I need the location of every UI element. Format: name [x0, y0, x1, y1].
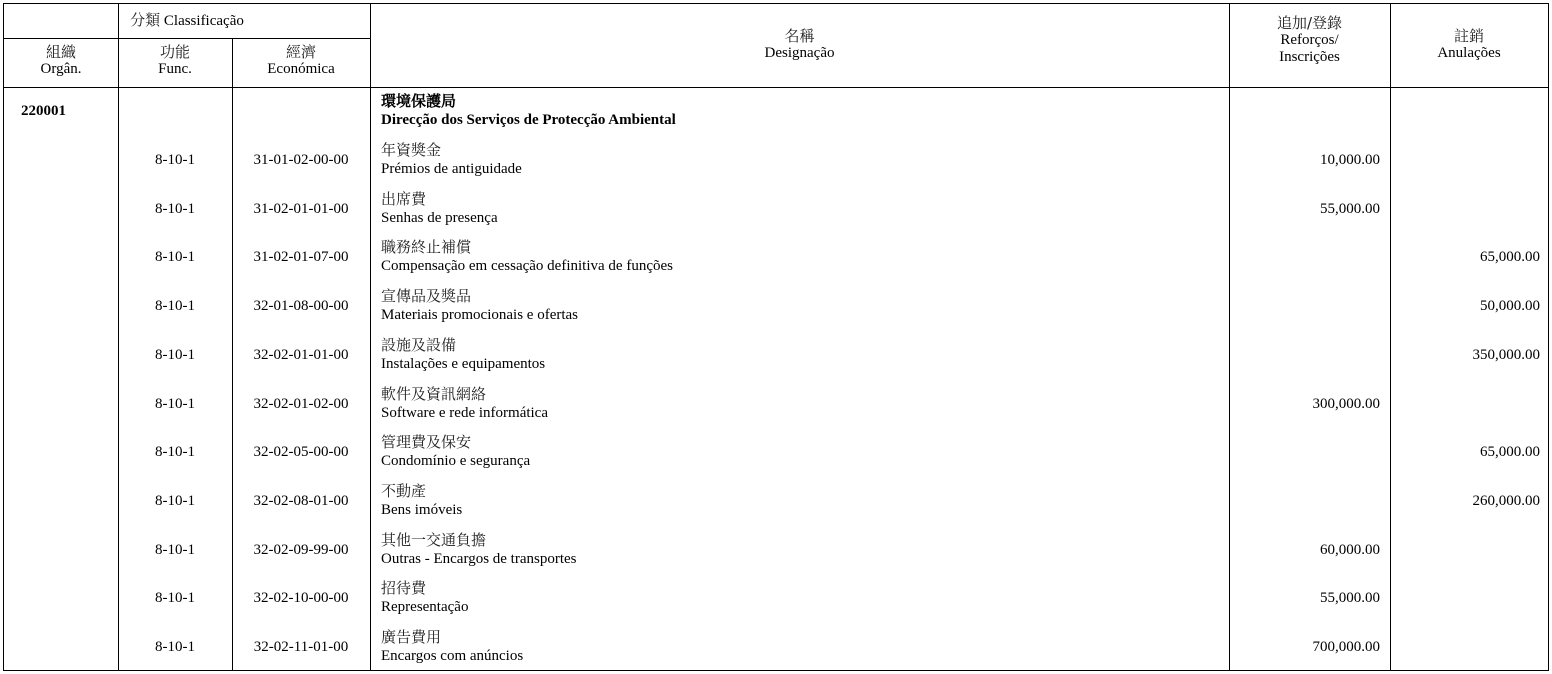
row-designation	[381, 335, 545, 373]
row-designation-pt: Software e rede informática	[381, 404, 548, 421]
row-economic-code: 32-02-08-01-00	[253, 492, 349, 509]
row-designation-pt: Instalações e equipamentos	[381, 355, 546, 372]
row-annulment-amount: 260,000.00	[1472, 492, 1540, 509]
row-designation-pt: Encargos com anúncios	[381, 648, 524, 664]
row-economic-code: 32-02-01-02-00	[253, 395, 349, 412]
header-organ	[4, 44, 118, 78]
row-economic-code: 32-02-09-99-00	[253, 541, 349, 558]
row-economic-code: 32-02-01-01-00	[253, 346, 349, 363]
header-organ-zh: 組織	[45, 43, 76, 61]
row-reinforcement-amount: 55,000.00	[1320, 200, 1380, 217]
header-function-pt: Func.	[158, 61, 192, 77]
row-designation	[381, 384, 548, 422]
row-economic-code: 31-02-01-01-00	[253, 200, 349, 217]
row-designation-zh: 不動產	[381, 481, 427, 500]
row-designation-pt: Senhas de presença	[381, 209, 498, 226]
row-economic-code: 32-02-10-00-00	[253, 590, 349, 607]
header-economic-zh: 經濟	[285, 43, 316, 61]
header-annulments-zh: 註銷	[1453, 27, 1484, 45]
row-reinforcement-amount: 300,000.00	[1312, 395, 1380, 412]
header-classification-pt: Classificação	[163, 13, 244, 29]
header-classification-zh: 分類	[130, 11, 161, 29]
row-designation	[381, 432, 530, 470]
row-designation-pt: Prémios de antiguidade	[381, 161, 522, 177]
row-designation-zh: 宣傳品及獎品	[381, 287, 472, 306]
organ-code: 220001	[21, 103, 66, 119]
header-organ-pt: Orgân.	[40, 61, 82, 77]
header-reinforcements-pt-1: Reforços/	[1280, 32, 1339, 48]
row-designation-zh: 出席費	[381, 189, 427, 208]
row-designation	[381, 140, 522, 178]
header-bottom-line	[4, 87, 1548, 88]
header-designation-zh: 名稱	[784, 27, 815, 45]
row-designation-zh: 設施及設備	[381, 335, 457, 354]
row-designation	[381, 189, 498, 227]
row-economic-code: 32-02-05-00-00	[253, 444, 349, 461]
organ-designation	[381, 91, 676, 129]
row-function-code: 8-10-1	[155, 590, 195, 607]
header-economic-pt: Económica	[267, 61, 335, 77]
row-reinforcement-amount: 55,000.00	[1320, 590, 1380, 607]
col-divider-organ	[118, 4, 119, 670]
row-designation-pt: Bens imóveis	[381, 501, 463, 518]
row-economic-code: 31-02-01-07-00	[253, 249, 349, 266]
row-annulment-amount: 350,000.00	[1472, 346, 1540, 363]
row-designation	[381, 286, 578, 324]
row-designation-zh: 年資獎金	[381, 141, 442, 159]
row-reinforcement-amount: 60,000.00	[1320, 541, 1380, 558]
row-designation-zh: 廣告費用	[381, 628, 442, 646]
row-economic-code: 32-01-08-00-00	[253, 298, 349, 315]
row-function-code: 8-10-1	[155, 541, 195, 558]
row-annulment-amount: 65,000.00	[1480, 444, 1540, 461]
header-reinforcements-zh: 追加/登錄	[1276, 14, 1343, 32]
header-classification	[4, 12, 370, 30]
header-function	[118, 44, 232, 78]
row-designation-pt: Outras - Encargos de transportes	[381, 550, 577, 567]
row-designation-zh: 招待費	[381, 579, 427, 598]
header-annulments	[1390, 28, 1548, 62]
header-function-zh: 功能	[159, 43, 190, 61]
row-designation-pt: Compensação em cessação definitiva de funções	[381, 258, 673, 275]
row-function-code: 8-10-1	[155, 492, 195, 509]
row-function-code: 8-10-1	[155, 346, 195, 363]
classification-underline	[4, 38, 370, 39]
header-designation-pt: Designação	[764, 45, 835, 61]
row-economic-code: 31-01-02-00-00	[253, 152, 349, 168]
row-function-code: 8-10-1	[155, 444, 195, 461]
row-reinforcement-amount: 10,000.00	[1320, 152, 1380, 168]
header-designation	[370, 28, 1229, 62]
header-reinforcements	[1229, 15, 1390, 66]
row-annulment-amount: 50,000.00	[1480, 298, 1540, 315]
row-annulment-amount: 65,000.00	[1480, 249, 1540, 266]
header-reinforcements-pt-2: Inscrições	[1279, 49, 1340, 65]
row-designation-pt: Materiais promocionais e ofertas	[381, 307, 579, 324]
row-designation	[381, 578, 468, 616]
row-designation	[381, 627, 523, 665]
row-designation-zh: 其他一交通負擔	[381, 530, 487, 549]
row-designation-pt: Condomínio e segurança	[381, 453, 531, 470]
row-reinforcement-amount: 700,000.00	[1312, 639, 1380, 655]
row-designation	[381, 481, 462, 519]
row-function-code: 8-10-1	[155, 152, 195, 168]
row-function-code: 8-10-1	[155, 298, 195, 315]
header-annulments-pt: Anulações	[1437, 45, 1501, 61]
row-designation-pt: Representação	[381, 599, 469, 616]
row-function-code: 8-10-1	[155, 249, 195, 266]
row-designation-zh: 職務終止補償	[381, 238, 472, 257]
row-function-code: 8-10-1	[155, 639, 195, 655]
col-divider-designation	[1229, 4, 1230, 670]
row-function-code: 8-10-1	[155, 395, 195, 412]
organ-designation-pt: Direcção dos Serviços de Protecção Ambiental	[381, 112, 676, 128]
header-economic	[232, 44, 370, 78]
col-divider-econ	[370, 4, 371, 670]
row-designation-zh: 管理費及保安	[381, 433, 472, 452]
col-divider-reinforcement	[1390, 4, 1391, 670]
row-designation-zh: 軟件及資訊網絡	[381, 384, 487, 403]
row-designation	[381, 237, 673, 275]
organ-designation-zh: 環境保護局	[381, 92, 457, 110]
budget-table	[3, 3, 1549, 671]
row-economic-code: 32-02-11-01-00	[253, 639, 349, 655]
row-function-code: 8-10-1	[155, 200, 195, 217]
row-designation	[381, 530, 577, 568]
